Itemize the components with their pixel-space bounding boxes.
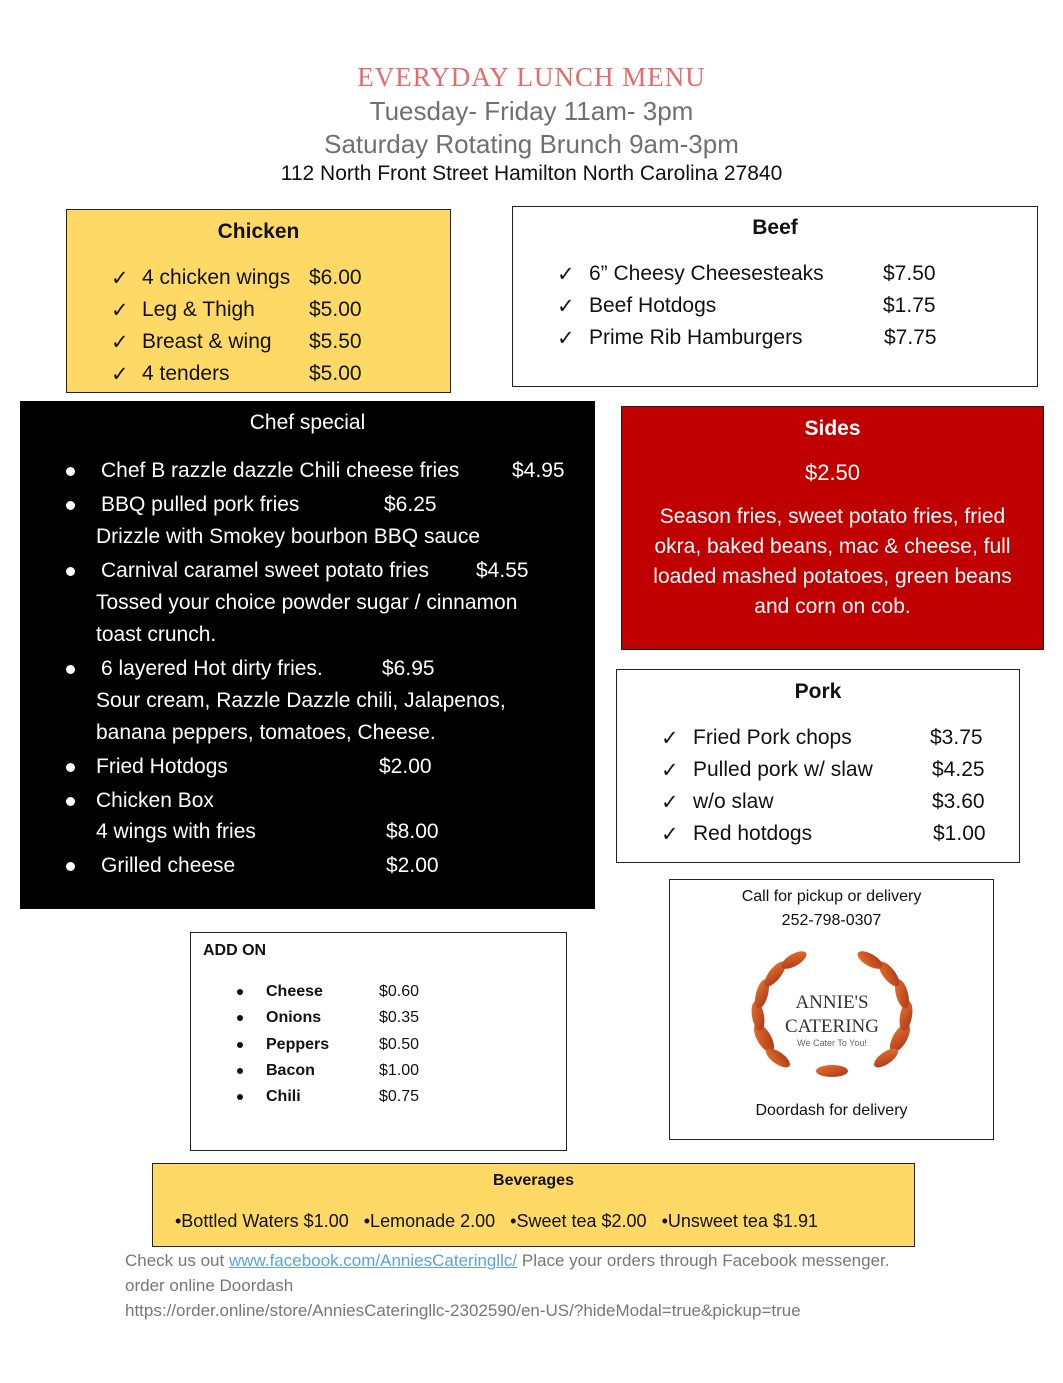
saturday-hours: Saturday Rotating Brunch 9am-3pm <box>324 129 739 159</box>
item-price: $8.00 <box>386 820 439 843</box>
pork-section <box>616 669 1020 863</box>
doordash-url[interactable]: https://order.online/store/AnniesCateringllc-2302590/en-US/?hideModal=true&pickup=true <box>125 1301 801 1320</box>
chef-special-title: Chef special <box>249 411 366 434</box>
logo-name-line2: CATERING <box>785 1016 879 1037</box>
item-price: $3.75 <box>930 726 983 749</box>
footer-line-1 <box>125 1251 889 1271</box>
item-name: Chili <box>266 1088 301 1105</box>
sides-description: okra, baked beans, mac & cheese, full <box>654 535 1011 558</box>
chef-special-section <box>20 401 595 909</box>
item-name: 4 tenders <box>142 362 230 385</box>
pork-title: Pork <box>794 680 842 703</box>
item-price: $2.00 <box>386 854 439 877</box>
beverages-section <box>152 1163 915 1247</box>
checkmark-icon: ✓ <box>661 823 679 846</box>
bullet-icon <box>66 763 75 772</box>
check-us-out-text: Check us out <box>125 1251 225 1270</box>
beverage-item: •Unsweet tea $1.91 <box>661 1211 818 1231</box>
chicken-title: Chicken <box>217 220 300 243</box>
sides-title: Sides <box>804 417 861 440</box>
catering-logo <box>742 946 922 1086</box>
bullet-icon <box>66 665 75 674</box>
addon-title: ADD ON <box>203 942 267 959</box>
item-price: $4.55 <box>476 559 529 582</box>
facebook-link[interactable]: www.facebook.com/AnniesCateringllc/ <box>228 1251 518 1270</box>
item-name: Prime Rib Hamburgers <box>589 326 803 349</box>
item-description: toast crunch. <box>96 623 217 646</box>
checkmark-icon: ✓ <box>661 759 679 782</box>
contact-section <box>669 879 994 1140</box>
item-name: 6 layered Hot dirty fries. <box>101 657 323 680</box>
item-name: Fried Hotdogs <box>96 755 228 778</box>
item-price: $0.60 <box>379 983 420 1000</box>
item-description: Tossed your choice powder sugar / cinnamon <box>96 591 518 614</box>
messenger-text: Place your orders through Facebook messenger. <box>521 1251 890 1270</box>
item-name: Red hotdogs <box>693 822 813 845</box>
item-description: banana peppers, tomatoes, Cheese. <box>96 721 436 744</box>
logo-name-line1: ANNIE'S <box>795 992 869 1013</box>
checkmark-icon: ✓ <box>111 363 129 386</box>
menu-title: EVERYDAY LUNCH MENU <box>357 62 706 92</box>
beef-title: Beef <box>752 216 798 239</box>
item-price: $4.95 <box>512 459 565 482</box>
item-price: $7.50 <box>883 262 936 285</box>
bullet-icon <box>66 862 75 871</box>
bullet-icon <box>66 501 75 510</box>
bullet-icon <box>237 1042 243 1048</box>
item-price: $5.00 <box>309 298 362 321</box>
phone-number: 252-798-0307 <box>781 912 882 929</box>
item-description: Drizzle with Smokey bourbon BBQ sauce <box>96 525 480 548</box>
item-name: w/o slaw <box>693 790 774 813</box>
sides-description: and corn on cob. <box>754 595 911 618</box>
item-price: $5.50 <box>309 330 362 353</box>
beverage-item: •Lemonade 2.00 <box>363 1211 496 1231</box>
item-price: $5.00 <box>309 362 362 385</box>
item-name: Peppers <box>266 1036 330 1053</box>
beverages-title: Beverages <box>493 1172 574 1189</box>
beverages-list <box>175 1211 818 1232</box>
item-price: $1.00 <box>379 1062 420 1079</box>
item-name: 6” Cheesy Cheesesteaks <box>589 262 824 285</box>
bullet-icon <box>66 797 75 806</box>
checkmark-icon: ✓ <box>661 727 679 750</box>
doordash-text: Doordash for delivery <box>755 1102 908 1119</box>
item-price: $7.75 <box>884 326 937 349</box>
item-description: Sour cream, Razzle Dazzle chili, Jalapenos, <box>96 689 506 712</box>
checkmark-icon: ✓ <box>111 267 129 290</box>
item-name: Onions <box>266 1009 322 1026</box>
item-name: BBQ pulled pork fries <box>101 493 300 516</box>
item-price: $1.00 <box>933 822 986 845</box>
bullet-icon <box>237 1015 243 1021</box>
item-name: Grilled cheese <box>101 854 236 877</box>
item-name: Breast & wing <box>142 330 272 353</box>
checkmark-icon: ✓ <box>557 295 575 318</box>
item-name: Pulled pork w/ slaw <box>693 758 873 781</box>
beef-section <box>512 206 1038 387</box>
call-text: Call for pickup or delivery <box>741 888 922 905</box>
item-name: Fried Pork chops <box>693 726 852 749</box>
item-price: $0.50 <box>379 1036 420 1053</box>
item-description: 4 wings with fries <box>96 820 256 843</box>
bullet-icon <box>237 1094 243 1100</box>
chicken-section <box>66 209 451 393</box>
item-name: Beef Hotdogs <box>589 294 717 317</box>
sides-price: $2.50 <box>804 460 861 485</box>
item-price: $6.25 <box>384 493 437 516</box>
checkmark-icon: ✓ <box>111 299 129 322</box>
item-price: $3.60 <box>932 790 985 813</box>
item-name: Chicken Box <box>96 789 214 812</box>
item-price: $0.35 <box>379 1009 420 1026</box>
beverage-item: •Sweet tea $2.00 <box>510 1211 647 1231</box>
item-price: $2.00 <box>379 755 432 778</box>
item-name: Leg & Thigh <box>142 298 255 321</box>
checkmark-icon: ✓ <box>661 791 679 814</box>
item-price: $0.75 <box>379 1088 420 1105</box>
item-price: $1.75 <box>883 294 936 317</box>
checkmark-icon: ✓ <box>111 331 129 354</box>
item-name: Chef B razzle dazzle Chili cheese fries <box>101 459 460 482</box>
bullet-icon <box>237 1068 243 1074</box>
sides-description: Season fries, sweet potato fries, fried <box>659 505 1006 528</box>
item-name: Cheese <box>266 983 323 1000</box>
bullet-icon <box>66 467 75 476</box>
addon-section <box>190 932 567 1151</box>
address: 112 North Front Street Hamilton North Carolina 27840 <box>280 162 783 185</box>
item-price: $6.00 <box>309 266 362 289</box>
item-price: $4.25 <box>932 758 985 781</box>
bullet-icon <box>66 567 75 576</box>
checkmark-icon: ✓ <box>557 327 575 350</box>
sides-description: loaded mashed potatoes, green beans <box>653 565 1012 588</box>
item-price: $6.95 <box>382 657 435 680</box>
weekday-hours: Tuesday- Friday 11am- 3pm <box>369 96 694 126</box>
item-name: Bacon <box>266 1062 315 1079</box>
logo-tagline: We Cater To You! <box>797 1038 867 1048</box>
checkmark-icon: ✓ <box>557 263 575 286</box>
item-name: Carnival caramel sweet potato fries <box>101 559 429 582</box>
item-name: 4 chicken wings <box>142 266 291 289</box>
footer-doordash-line: order online Doordash <box>125 1276 294 1295</box>
beverage-item: •Bottled Waters $1.00 <box>175 1211 349 1231</box>
sides-section <box>621 406 1044 650</box>
bullet-icon <box>237 989 243 995</box>
